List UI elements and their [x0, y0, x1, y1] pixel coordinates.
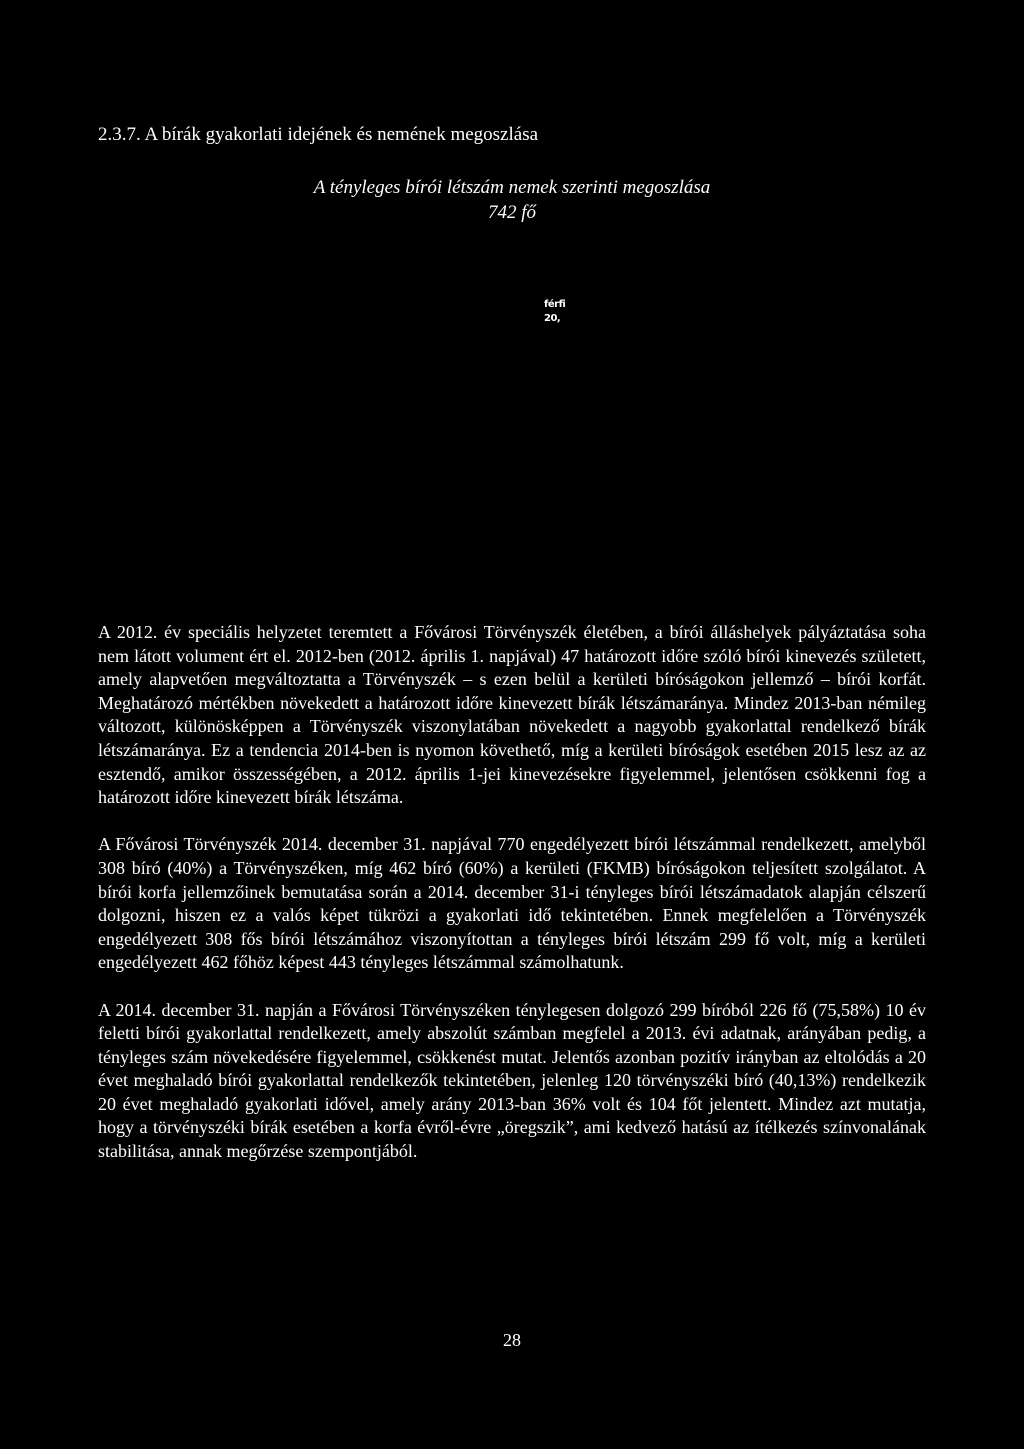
- chart-caption: [0, 175, 1024, 225]
- chart-subtitle: 742 fő: [487, 202, 537, 223]
- section-heading: 2.3.7. A bírák gyakorlati idejének és nemének megoszlása: [98, 124, 539, 145]
- paragraph-1: A 2012. év speciális helyzetet teremtett a Fővárosi Törvényszék életében, a bírói álláshelyek pályáztatása soha nem látott volument ért el. 2012-ben (2012. április 1. napjával) 47 határozott időre szóló bírói kinevezés született, amely alapvetően megváltoztatta a Törvényszék – s ezen belül a kerületi bíróságokon jellemző – bírói korfát. Meghatározó mértékben növekedett a határozott időre kinevezett bírák létszámaránya. Mindez 2013-ban némileg változott, különösképpen a Törvényszék viszonylatában növekedett a nagyobb gyakorlattal rendelkező bírák létszámaránya. Ez a tendencia 2014-ben is nyomon követhető, míg a kerületi bíróságok esetében 2015 lesz az az esztendő, amikor összességében, a 2012. április 1-jei kinevezésekre figyelemmel, jelentősen csökkenni fog a határozott időre kinevezett bírák létszáma.: [98, 622, 926, 808]
- paragraph-3: A 2014. december 31. napján a Fővárosi Törvényszéken ténylegesen dolgozó 299 bíróból 226 fő (75,58%) 10 év feletti bírói gyakorlattal rendelkezett, amely abszolút számban megfelel a 2013. évi adatnak, arányában pedig, a tényleges szám növekedésére figyelemmel, csökkenést mutat. Jelentős azonban pozitív irányban az eltolódás a 20 évet meghaladó bírói gyakorlattal rendelkezők tekintetében, jelenleg 120 törvényszéki bíró (40,13%) rendelkezik 20 évet meghaladó gyakorlati idővel, amely arány 2013-ban 36% volt és 104 főt jelentett. Mindez azt mutatja, hogy a törvényszéki bírák esetében a korfa évről-évre „öregszik”, ami kedvező hatású az ítélkezés színvonalának stabilitása, annak megőrzése szempontjából.: [98, 999, 926, 1162]
- body-text: [98, 621, 926, 1187]
- chart-title: A tényleges bírói létszám nemek szerinti megoszlása: [313, 177, 711, 198]
- chart-label-fragment: [544, 298, 565, 326]
- gender-distribution-chart: [98, 240, 926, 600]
- chart-label-fragment-1: férfi: [544, 299, 566, 310]
- page-number: 28: [503, 1330, 521, 1350]
- paragraph-2: A Fővárosi Törvényszék 2014. december 31. napjával 770 engedélyezett bírói létszámmal rendelkezett, amelyből 308 bíró (40%) a Törvényszéken, míg 462 bíró (60%) a kerületi (FKMB) bíróságokon teljesített szolgálatot. A bírói korfa jellemzőinek bemutatása során a 2014. december 31-i tényleges bírói létszámadatok alapján célszerű dolgozni, hiszen ez a valós képet tükrözi a gyakorlati idő tekintetében. Ennek megfelelően a Törvényszék engedélyezett 308 fős bírói létszámához viszonyítottan a tényleges bírói létszám 299 fő volt, míg a kerületi engedélyezett 462 főhöz képest 443 tényleges létszámmal számolhatunk.: [98, 834, 926, 973]
- chart-label-fragment-2: 20,: [544, 313, 561, 324]
